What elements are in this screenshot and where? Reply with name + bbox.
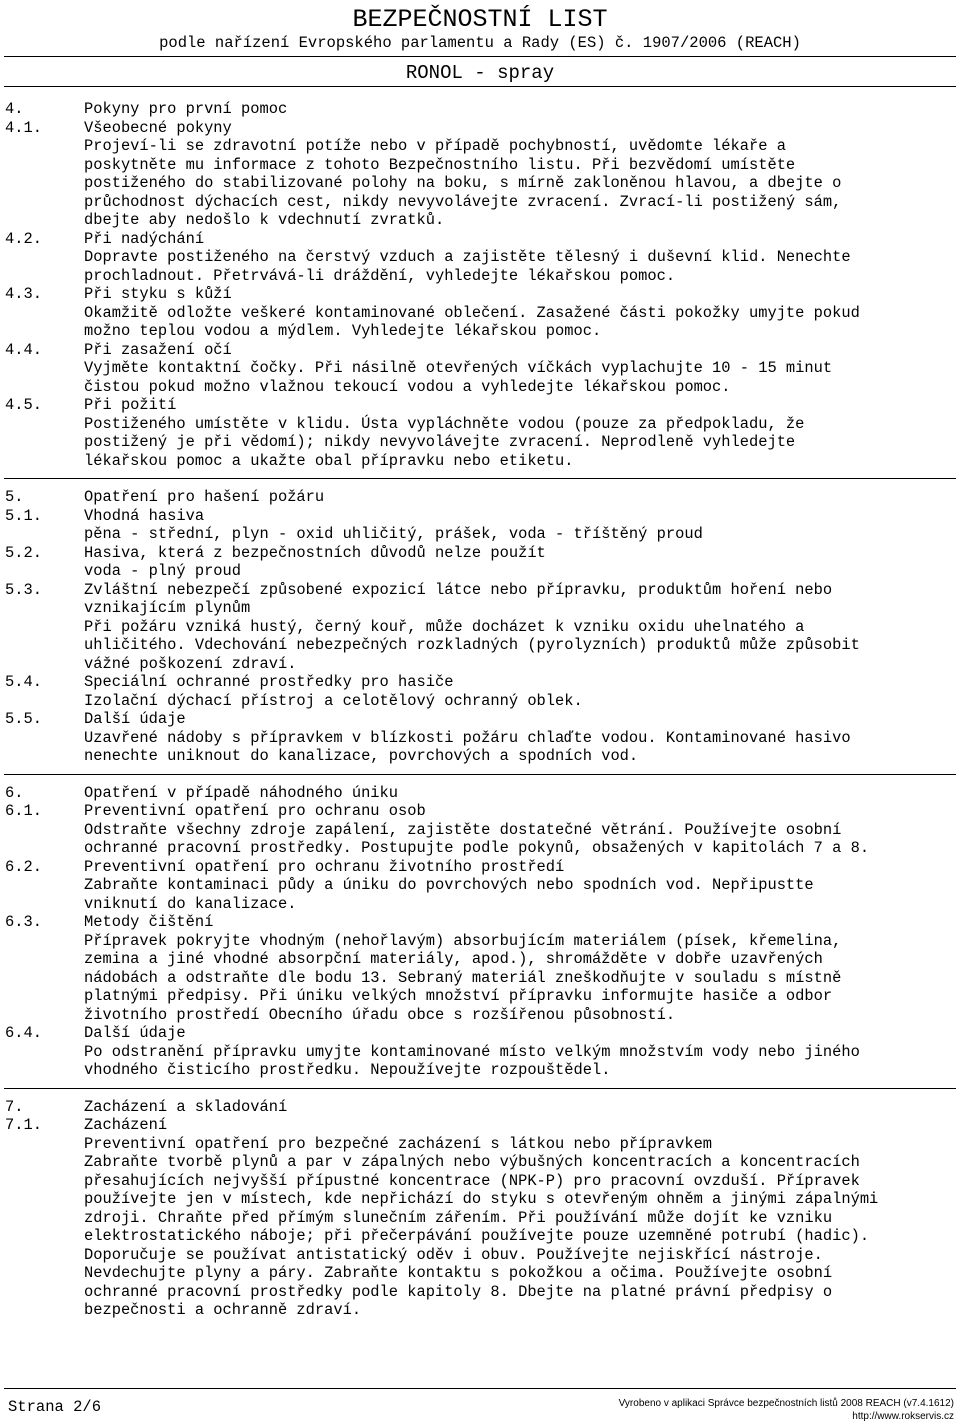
section-item	[0, 1116, 960, 1320]
section-heading: Při požití	[84, 396, 177, 414]
text-line: nenechte uniknout do kanalizace, povrchových a spodních vod.	[84, 747, 639, 765]
section-heading: Zacházení a skladování	[84, 1097, 288, 1116]
section	[0, 488, 960, 766]
section-number: 5.2.	[5, 543, 42, 562]
text-line: poskytněte mu informace z tohoto Bezpečnostního listu. Při bezvědomí umístěte	[84, 155, 796, 174]
text-line: Projeví-li se zdravotní potíže nebo v případě pochybností, uvědomte lékaře a	[84, 137, 786, 155]
text-line: používejte jen v místech, kde nepřichází do styku s otevřeným ohněm a jinými zápalnými	[84, 1190, 879, 1208]
section-heading: Opatření pro hašení požáru	[84, 488, 325, 506]
text-line: Při požáru vzniká hustý, černý kouř, může docházet k vzniku oxidu uhelnatého a	[84, 617, 805, 636]
text-line: Preventivní opatření pro bezpečné zacházení s látkou nebo přípravkem	[84, 1134, 713, 1153]
text-line: Okamžitě odložte veškeré kontaminované oblečení. Zasažené části pokožky umyjte pokud	[84, 303, 860, 322]
header-divider-bottom	[4, 86, 956, 87]
text-line: ochranné pracovní prostředky. Postupujte podle pokynů, obsažených v kapitolách 7 a 8.	[84, 839, 870, 857]
section	[0, 1098, 960, 1320]
section-number: 4.1.	[5, 118, 42, 137]
text-line: elektrostatického náboje; při přečerpávání používejte pouze uzemněné potrubí (hadic).	[84, 1227, 870, 1245]
section-heading: Speciální ochranné prostředky pro hasiče	[84, 673, 454, 691]
section-item	[0, 285, 960, 341]
generator-note: Vyrobeno v aplikaci Správce bezpečnostních listů 2008 REACH (v7.4.1612)	[618, 1398, 954, 1409]
section-divider	[4, 774, 956, 775]
section-number: 6.1.	[5, 802, 42, 820]
section-heading: Všeobecné pokyny	[84, 118, 232, 137]
section-number: 6.2.	[5, 857, 42, 876]
section-item	[0, 784, 960, 803]
text-line: Zabraňte tvorbě plynů a par v zápalných nebo výbušných koncentracích a koncentracích	[84, 1153, 860, 1171]
section	[0, 784, 960, 1080]
text-line: vážné poškození zdraví.	[84, 654, 297, 673]
footer-credits	[619, 1397, 954, 1423]
text-line: zdroji. Chraňte před přímým slunečním zářením. Při používání může dojít ke vzniku	[84, 1208, 833, 1227]
section-number: 6.	[5, 783, 24, 802]
text-line: Nevdechujte plyny a páry. Zabraňte kontaktu s pokožkou a očima. Používejte osobní	[84, 1264, 833, 1282]
section-heading: Vhodná hasiva	[84, 506, 205, 525]
section-item	[0, 396, 960, 470]
text-line: platnými předpisy. Při úniku velkých množství přípravku informujte hasiče a odbor	[84, 987, 833, 1005]
section-item	[0, 710, 960, 766]
text-line: prochladnout. Přetrvává-li dráždění, vyhledejte lékařskou pomoc.	[84, 266, 676, 285]
section-heading: Při styku s kůží	[84, 285, 232, 303]
section-heading: Při zasažení očí	[84, 340, 232, 359]
section-heading: Opatření v případě náhodného úniku	[84, 783, 399, 802]
section-number: 7.	[5, 1097, 24, 1116]
text-line: ochranné pracovní prostředky podle kapitoly 8. Dbejte na platné právní předpisy o	[84, 1282, 833, 1301]
text-line: postiženého do stabilizované polohy na boku, s mírně zakloněnou hlavou, a dbejte o	[84, 174, 842, 192]
text-line: postižený je při vědomí); nikdy nevyvolávejte zvracení. Neprodleně vyhledejte	[84, 433, 796, 451]
section-item	[0, 488, 960, 507]
section-item	[0, 673, 960, 710]
section-number: 5.3.	[5, 580, 42, 599]
text-line: Uzavřené nádoby s přípravkem v blízkosti požáru chlaďte vodou. Kontaminované hasivo	[84, 728, 851, 747]
text-line: dbejte aby nedošlo k vdechnutí zvratků.	[84, 211, 445, 229]
text-line: Odstraňte všechny zdroje zapálení, zajistěte dostatečné větrání. Používejte osobní	[84, 820, 842, 839]
section-item	[0, 802, 960, 858]
product-name: RONOL - spray	[405, 62, 555, 84]
text-line: Přípravek pokryjte vhodným (nehořlavým) absorbujícím materiálem (písek, křemelina,	[84, 931, 842, 950]
section-number: 6.3.	[5, 913, 42, 931]
section-number: 4.2.	[5, 229, 42, 248]
document-title: BEZPEČNOSTNÍ LIST	[352, 5, 608, 34]
section-item	[0, 100, 960, 119]
text-line: možno teplou vodou a mýdlem. Vyhledejte lékařskou pomoc.	[84, 322, 602, 340]
text-line: vniknutí do kanalizace.	[84, 894, 297, 913]
section-item	[0, 1098, 960, 1117]
section-item	[0, 913, 960, 1024]
section-number: 4.3.	[5, 285, 42, 303]
page-number: Strana 2/6	[8, 1398, 102, 1416]
text-line: průchodnost dýchacích cest, nikdy nevyvolávejte zvracení. Zvrací-li postižený sám,	[84, 192, 842, 211]
section-number: 7.1.	[5, 1116, 42, 1134]
section-number: 5.4.	[5, 673, 42, 691]
text-line: Dopravte postiženého na čerstvý vzduch a zajistěte tělesný i duševní klid. Nenechte	[84, 248, 851, 266]
text-line: Zabraňte kontaminaci půdy a úniku do povrchových nebo spodních vod. Nepřipustte	[84, 876, 814, 894]
text-line: lékařskou pomoc a ukažte obal přípravku nebo etiketu.	[84, 451, 574, 470]
text-line: Postiženého umístěte v klidu. Ústa vypláchněte vodou (pouze za předpokladu, že	[84, 414, 805, 433]
section-heading: Zacházení	[84, 1116, 168, 1134]
section-heading: Další údaje	[84, 710, 186, 728]
text-line: uhličitého. Vdechování nebezpečných rozkladných (pyrolyzních) produktů může způsobit	[84, 636, 860, 654]
section-item	[0, 858, 960, 914]
section-heading: Při nadýchání	[84, 229, 205, 248]
section-item	[0, 119, 960, 230]
section-heading: Další údaje	[84, 1024, 186, 1042]
section-heading: Hasiva, která z bezpečnostních důvodů nelze použít	[84, 543, 546, 562]
section-heading: Preventivní opatření pro ochranu životního prostředí	[84, 857, 565, 876]
text-line: vhodného čisticího prostředku. Nepoužívejte rozpouštědel.	[84, 1061, 611, 1079]
section-number: 4.5.	[5, 396, 42, 414]
text-line: Vyjměte kontaktní čočky. Při násilně otevřených víčkách vyplachujte 10 - 15 minut	[84, 359, 833, 377]
section-number: 5.	[5, 488, 24, 506]
text-line: nádobách a odstraňte dle bodu 13. Sebraný materiál zneškodňujte v souladu s místně	[84, 968, 842, 987]
text-line: Doporučuje se používat antistatický oděv i obuv. Používejte nejiskřící nástroje.	[84, 1245, 823, 1264]
text-line: bezpečnosti a ochranně zdraví.	[84, 1301, 362, 1319]
section-number: 5.5.	[5, 710, 42, 728]
text-line: voda - plný proud	[84, 562, 242, 580]
footer-link[interactable]: http://www.rokservis.cz	[852, 1411, 954, 1422]
section-heading: Metody čištění	[84, 913, 214, 931]
section-number: 6.4.	[5, 1024, 42, 1042]
text-line: zemina a jiné vhodné absorpční materiály, apod.), shromážděte v dobře uzavřených	[84, 950, 823, 968]
section	[0, 100, 960, 470]
section-item	[0, 507, 960, 544]
text-line: pěna - střední, plyn - oxid uhličitý, prášek, voda - tříštěný proud	[84, 525, 703, 543]
section-divider	[4, 1088, 956, 1089]
section-number: 5.1.	[5, 506, 42, 525]
text-line: vznikajícím plynům	[84, 599, 251, 617]
regulation-subtitle: podle nařízení Evropského parlamentu a Rady (ES) č. 1907/2006 (REACH)	[159, 34, 801, 52]
text-line: Izolační dýchací přístroj a celotělový ochranný oblek.	[84, 691, 583, 710]
text-line: Po odstranění přípravku umyjte kontaminované místo velkým množstvím vody nebo jiného	[84, 1042, 860, 1061]
section-number: 4.4.	[5, 340, 42, 359]
document-body	[0, 100, 960, 1320]
section-heading: Preventivní opatření pro ochranu osob	[84, 802, 426, 820]
header-divider	[4, 56, 956, 57]
text-line: přesahujících nejvyšší přípustné koncentrace (NPK-P) pro pracovní ovzduší. Přípravek	[84, 1171, 860, 1190]
text-line: čistou pokud možno vlažnou tekoucí vodou a vyhledejte lékařskou pomoc.	[84, 377, 731, 396]
section-item	[0, 581, 960, 674]
section-heading: Zvláštní nebezpečí způsobené expozicí látce nebo přípravku, produktům hoření nebo	[84, 580, 833, 599]
section-item	[0, 544, 960, 581]
section-number: 4.	[5, 100, 24, 118]
section-item	[0, 1024, 960, 1080]
footer-divider	[4, 1388, 956, 1389]
section-item	[0, 230, 960, 286]
section-item	[0, 341, 960, 397]
section-heading: Pokyny pro první pomoc	[84, 100, 288, 118]
text-line: životního prostředí Obecního úřadu obce s rozšířenou působností.	[84, 1005, 676, 1024]
section-divider	[4, 478, 956, 479]
